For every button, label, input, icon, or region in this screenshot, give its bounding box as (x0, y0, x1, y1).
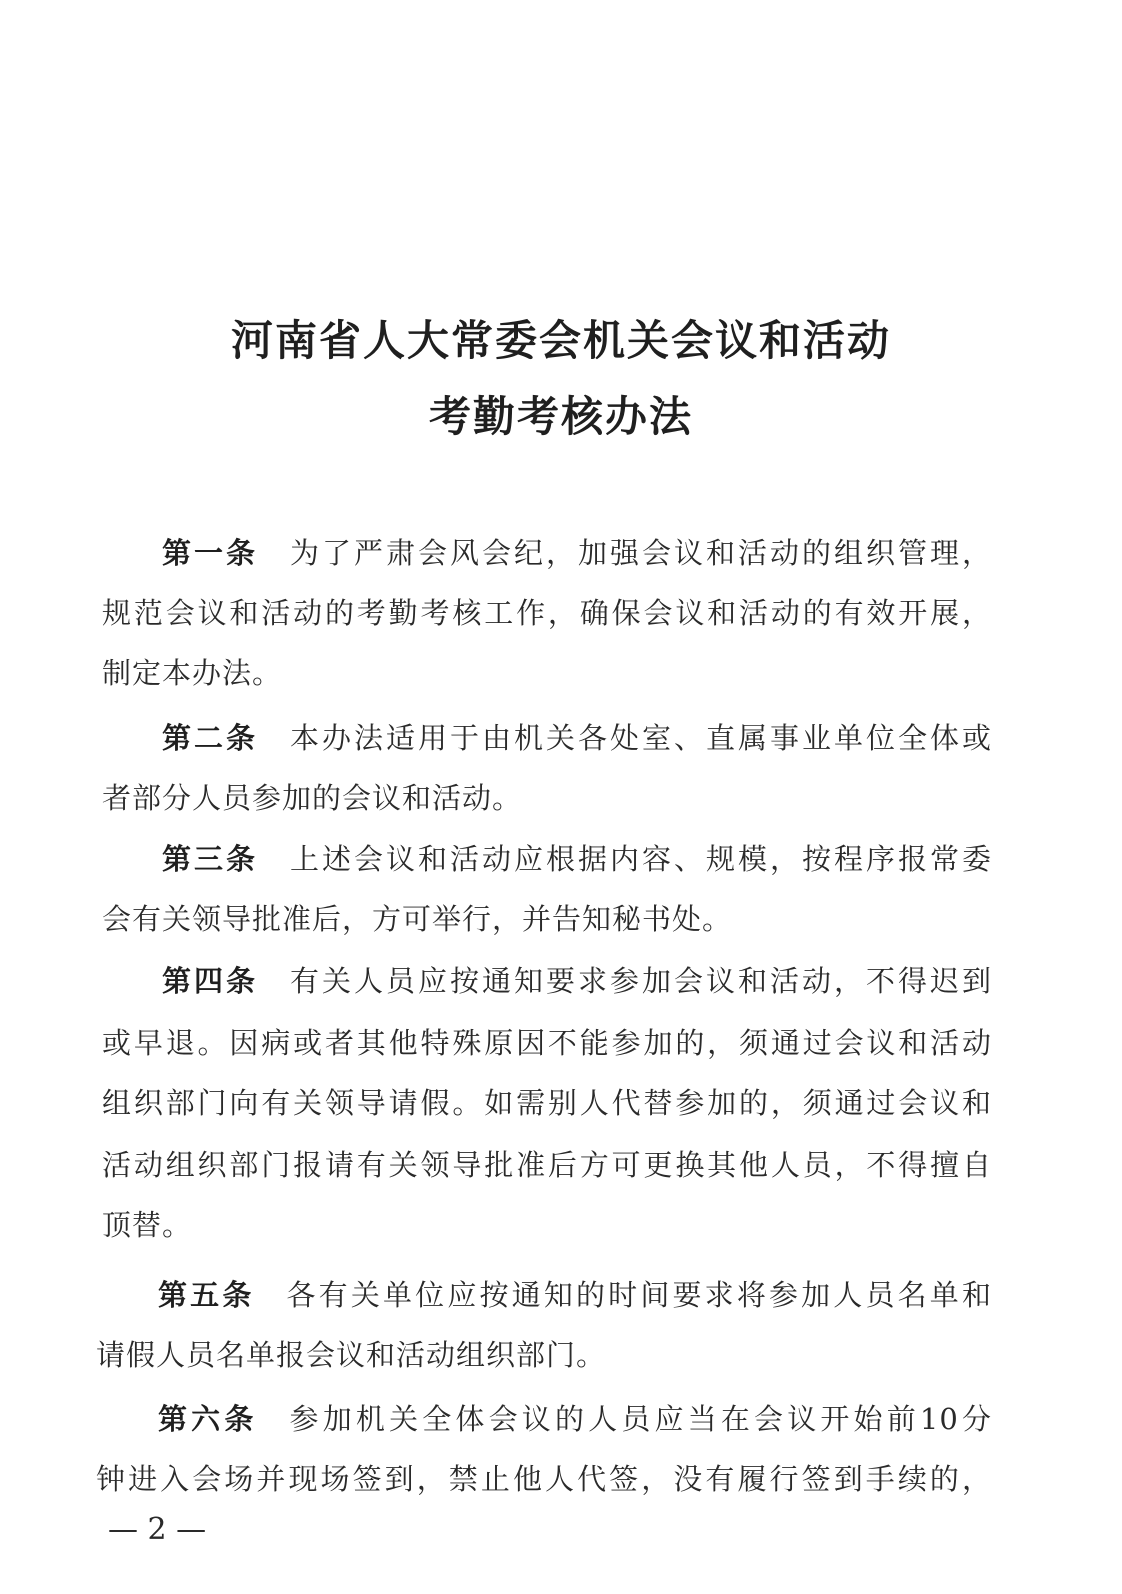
article-6-line-2: 钟进入会场并现场签到，禁止他人代签，没有履行签到手续的， (96, 1462, 992, 1496)
page-number: — 2 — (108, 1512, 207, 1547)
article-1-label: 第一条 (162, 536, 258, 570)
article-3-line-2: 会有关领导批准后，方可举行，并告知秘书处。 (102, 902, 733, 936)
article-3-label: 第三条 (162, 842, 258, 876)
document-title-line-2: 考勤考核办法 (428, 392, 693, 441)
article-4-label: 第四条 (162, 964, 258, 998)
article-1-text-1: 为了严肃会风会纪，加强会议和活动的组织管理， (290, 536, 992, 570)
article-5-label: 第五条 (158, 1278, 255, 1312)
article-1-line-1 (162, 522, 992, 584)
article-4-line-5: 顶替。 (102, 1208, 193, 1242)
article-6-line-1 (158, 1388, 992, 1450)
article-5-line-1 (158, 1264, 992, 1326)
article-6-text-1: 参加机关全体会议的人员应当在会议开始前10分 (289, 1402, 992, 1436)
article-6-label: 第六条 (158, 1402, 258, 1436)
article-4-line-4: 活动组织部门报请有关领导批准后方可更换其他人员，不得擅自 (102, 1148, 992, 1182)
article-2-text-1: 本办法适用于由机关各处室、直属事业单位全体或 (290, 721, 992, 755)
article-5-text-1: 各有关单位应按通知的时间要求将参加人员名单和 (286, 1278, 992, 1312)
article-2-line-1 (162, 707, 992, 769)
article-5-line-2: 请假人员名单报会议和活动组织部门。 (96, 1338, 607, 1372)
article-3-text-1: 上述会议和活动应根据内容、规模，按程序报常委 (290, 842, 992, 876)
article-2-line-2: 者部分人员参加的会议和活动。 (102, 781, 523, 815)
article-4-line-2: 或早退。因病或者其他特殊原因不能参加的，须通过会议和活动 (102, 1026, 992, 1060)
article-1-line-2: 规范会议和活动的考勤考核工作，确保会议和活动的有效开展， (102, 596, 992, 630)
article-2-label: 第二条 (162, 721, 258, 755)
article-4-line-1 (162, 950, 992, 1012)
article-3-line-1 (162, 828, 992, 890)
article-4-text-1: 有关人员应按通知要求参加会议和活动，不得迟到 (290, 964, 992, 998)
article-1-line-3: 制定本办法。 (102, 656, 283, 690)
document-title-line-1: 河南省人大常委会机关会议和活动 (230, 316, 891, 365)
article-4-line-3: 组织部门向有关领导请假。如需别人代替参加的，须通过会议和 (102, 1086, 992, 1120)
